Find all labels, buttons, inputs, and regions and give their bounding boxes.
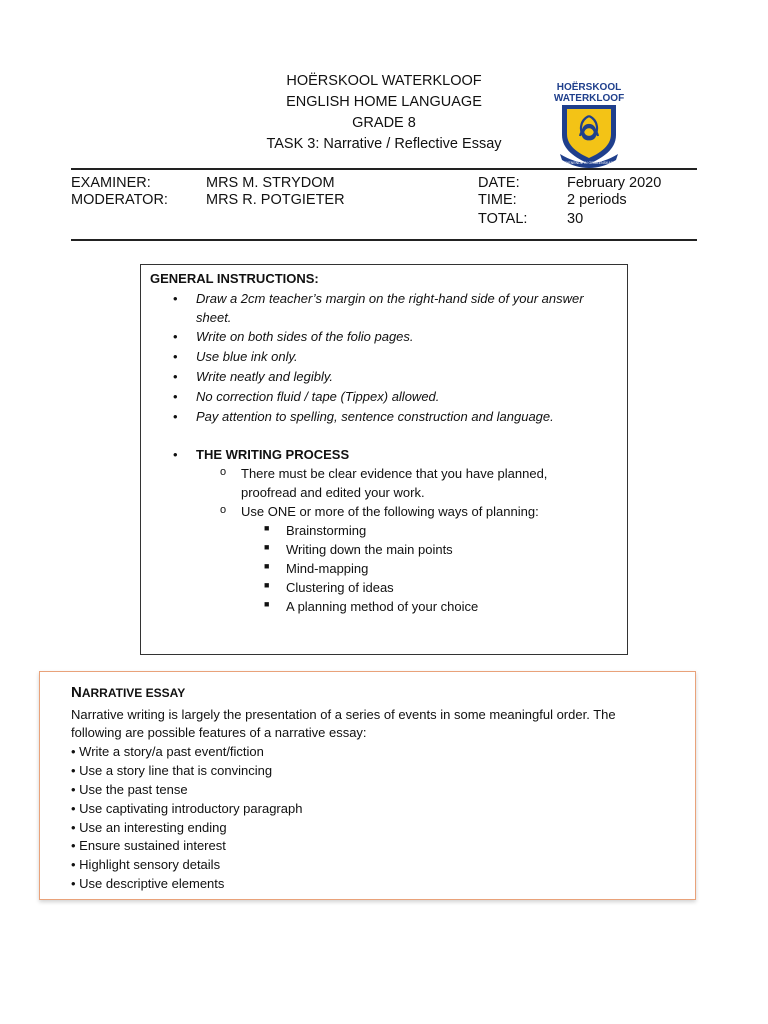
narrative-title-initial: N [71,684,82,701]
instruction-item: Use blue ink only. [196,349,298,364]
subject-title: ENGLISH HOME LANGUAGE [286,94,482,110]
feature-item: • Ensure sustained interest [71,838,226,853]
moderator-value: MRS R. POTGIETER [206,192,345,208]
instruction-item: Write on both sides of the folio pages. [196,329,414,344]
planning-method: Mind-mapping [286,561,369,576]
square-bullet-icon: ■ [264,561,270,571]
writing-process-item: proofread and edited your work. [241,485,425,500]
total-label: TOTAL: [478,211,528,227]
feature-item: • Use captivating introductory paragraph [71,801,303,816]
moderator-label: MODERATOR: [71,192,168,208]
instruction-item: No correction fluid / tape (Tippex) allowed. [196,389,440,404]
planning-method: Clustering of ideas [286,580,394,595]
date-value: February 2020 [567,175,662,191]
bullet-icon: • [173,369,178,384]
circle-bullet-icon: o [220,504,227,516]
task-title: TASK 3: Narrative / Reflective Essay [266,136,502,152]
instruction-item: Draw a 2cm teacher’s margin on the right-hand side of your answer [196,291,584,306]
general-instructions-box [140,264,628,655]
feature-item: • Use the past tense [71,782,188,797]
instruction-item: Pay attention to spelling, sentence construction and language. [196,409,554,424]
bullet-icon: • [173,329,178,344]
examiner-value: MRS M. STRYDOM [206,175,335,191]
bullet-icon: • [173,349,178,364]
narrative-intro: Narrative writing is largely the presentation of a series of events in some meaningful order. The [71,707,616,722]
bullet-icon: • [173,447,178,462]
feature-item: • Use an interesting ending [71,820,227,835]
planning-method: A planning method of your choice [286,599,479,614]
narrative-title [71,684,185,701]
instruction-item: Write neatly and legibly. [196,369,334,384]
feature-item: • Write a story/a past event/fiction [71,744,264,759]
divider-bottom [71,239,697,241]
planning-method: Writing down the main points [286,542,453,557]
circle-bullet-icon: o [220,466,227,478]
square-bullet-icon: ■ [264,580,270,590]
crest-line1: HOËRSKOOL [556,82,622,93]
time-value: 2 periods [567,192,627,208]
examiner-label: EXAMINER: [71,175,151,191]
writing-process-item: Use ONE or more of the following ways of planning: [241,504,539,519]
crest-motto: DIENENDE IN GEMEENSKAP [564,161,614,165]
bullet-icon: • [173,389,178,404]
feature-item: • Use a story line that is convincing [71,763,273,778]
time-label: TIME: [478,192,517,208]
divider-top [71,168,697,170]
square-bullet-icon: ■ [264,542,270,552]
crest-line2: WATERKLOOF [554,93,624,104]
date-label: DATE: [478,175,520,191]
writing-process-title: THE WRITING PROCESS [196,447,350,462]
square-bullet-icon: ■ [264,599,270,609]
narrative-intro: following are possible features of a narrative essay: [71,725,367,740]
instruction-item: sheet. [196,310,232,325]
school-crest [554,80,624,168]
feature-item: • Highlight sensory details [71,857,221,872]
square-bullet-icon: ■ [264,523,270,533]
writing-process-item: There must be clear evidence that you have planned, [241,466,548,481]
total-value: 30 [567,211,584,227]
bullet-icon: • [173,291,178,306]
school-name: HOËRSKOOL WATERKLOOF [286,73,482,89]
narrative-essay-box [39,671,696,900]
narrative-title-rest: ARRATIVE ESSAY [81,686,186,700]
planning-method: Brainstorming [286,523,367,538]
instructions-title: GENERAL INSTRUCTIONS: [150,271,319,286]
grade-title: GRADE 8 [352,115,416,131]
bullet-icon: • [173,409,178,424]
feature-item: • Use descriptive elements [71,876,225,891]
